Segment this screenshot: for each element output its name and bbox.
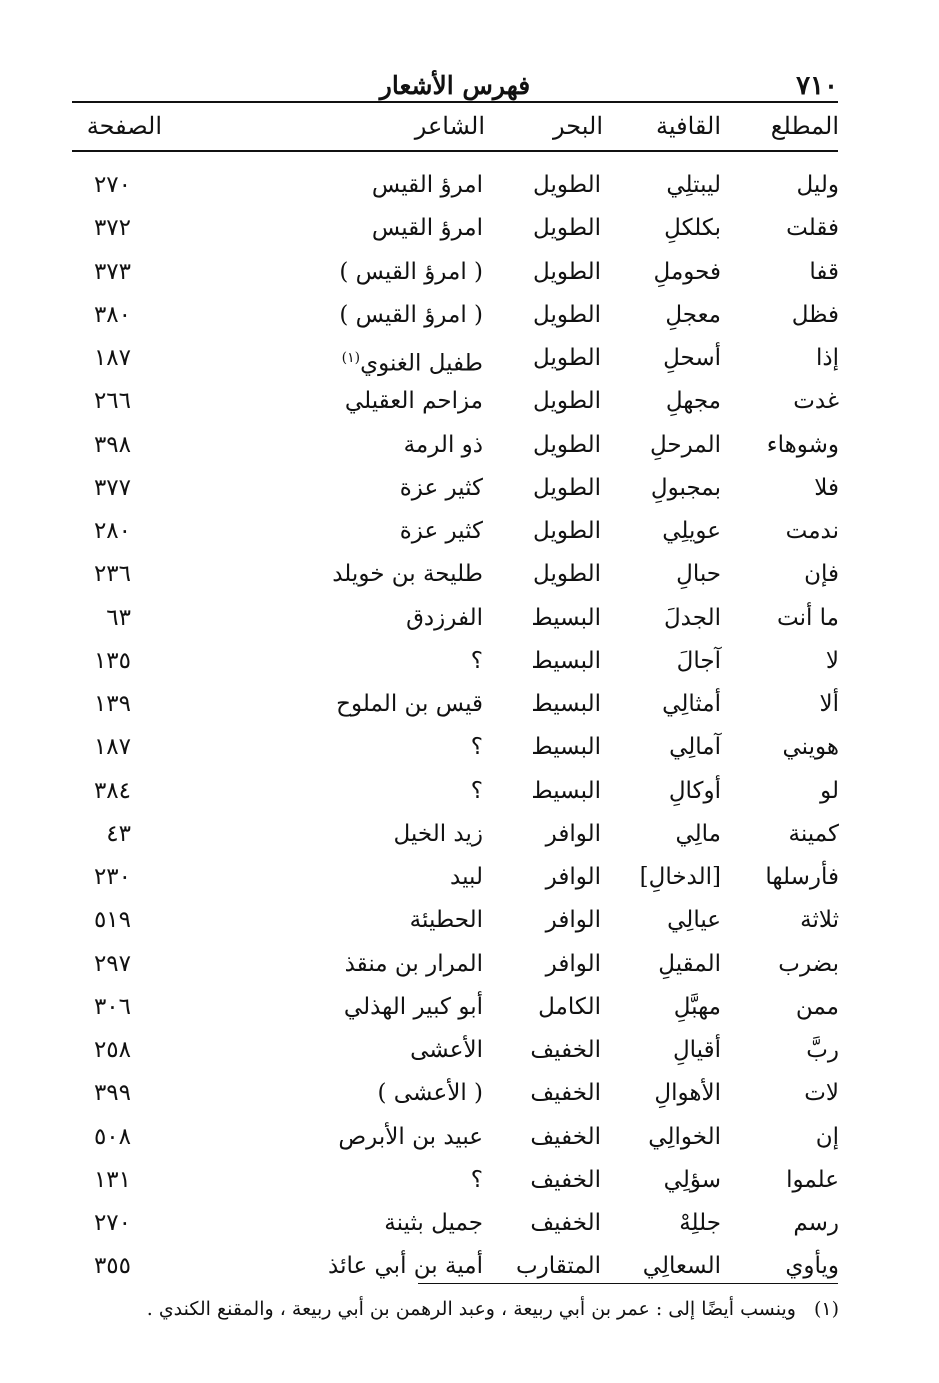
- cell-shaer: أبو كبير الهذلي: [343, 993, 483, 1020]
- cell-qafiya: ليبتلِي: [666, 172, 721, 198]
- cell-safha: ١٣٥: [93, 647, 131, 674]
- cell-safha: ٣٥٥: [93, 1253, 131, 1280]
- column-headers: [0, 108, 939, 144]
- cell-shaer: كثير عزة: [399, 518, 483, 544]
- table-row: [0, 382, 939, 425]
- cell-bahr: الطويل: [533, 172, 601, 198]
- cell-shaer: ( امرؤ القيس ): [339, 301, 483, 328]
- table-row: [0, 253, 939, 296]
- cell-bahr: الطويل: [533, 431, 601, 458]
- footnote-rule: [418, 1283, 838, 1284]
- cell-bahr: الطويل: [533, 474, 601, 501]
- table-row: [0, 512, 939, 555]
- cell-qafiya: المقيلِ: [658, 950, 721, 977]
- cell-shaer: ( امرؤ القيس ): [339, 258, 483, 285]
- page-title: فهرس الأشعار: [379, 71, 531, 100]
- cell-matla: لات: [804, 1080, 839, 1107]
- cell-qafiya: سؤلِي: [663, 1166, 721, 1193]
- cell-matla: فإن: [804, 561, 839, 588]
- table-row: [0, 901, 939, 944]
- table-row: [0, 1031, 939, 1074]
- cell-safha: ٢٩٧: [93, 950, 131, 977]
- cell-shaer: لبيد: [450, 864, 483, 890]
- cell-shaer: الأعشى: [410, 1037, 483, 1063]
- cell-shaer: عبيد بن الأبرص: [338, 1123, 483, 1150]
- column-header-bahr: البحر: [553, 112, 603, 140]
- table-row: [0, 469, 939, 512]
- cell-bahr: الطويل: [533, 388, 601, 415]
- cell-bahr: الوافر: [545, 864, 601, 890]
- table-row: [0, 599, 939, 642]
- cell-matla: بضرب: [778, 950, 839, 977]
- cell-bahr: الطويل: [533, 301, 601, 328]
- footnote-text: وينسب أيضًا إلى : عمر بن أبي ربيعة ، وعبد الرهمن بن أبي ربيعة ، والمقنع الكندي .: [146, 1298, 796, 1320]
- cell-safha: ٢٣٠: [93, 864, 131, 890]
- cell-qafiya: معجلِ: [665, 301, 721, 328]
- cell-bahr: الوافر: [545, 907, 601, 934]
- cell-safha: ٣٠٦: [93, 993, 131, 1020]
- cell-matla: غدت: [793, 388, 839, 415]
- cell-qafiya: الخوالِي: [648, 1123, 721, 1150]
- cell-bahr: الطويل: [533, 345, 601, 371]
- cell-matla: ندمت: [785, 518, 839, 544]
- cell-safha: ١٣٩: [93, 691, 131, 717]
- cell-shaer: ؟: [470, 777, 483, 804]
- cell-matla: وشوهاء: [766, 431, 839, 458]
- cell-bahr: الخفيف: [530, 1123, 601, 1150]
- cell-safha: ٣٧٣: [93, 258, 131, 285]
- cell-shaer: ؟: [470, 1166, 483, 1193]
- cell-bahr: الخفيف: [530, 1080, 601, 1107]
- cell-matla: إذا: [815, 345, 839, 371]
- cell-matla: كمينة: [788, 820, 839, 847]
- table-row: [0, 209, 939, 252]
- cell-safha: ٢٧٠: [93, 172, 131, 198]
- cell-bahr: الوافر: [545, 820, 601, 847]
- cell-shaer: ؟: [470, 734, 483, 761]
- cell-matla: رسم: [793, 1210, 839, 1236]
- footnote: [146, 1294, 839, 1324]
- cell-shaer: طليحة بن خويلد: [332, 561, 483, 588]
- cell-qafiya: عيالِي: [667, 907, 721, 934]
- cell-qafiya: [الدخالِ]: [639, 864, 721, 890]
- poetry-index-table: [0, 166, 939, 1291]
- cell-matla: ويأوي: [785, 1253, 839, 1280]
- cell-qafiya: حبالِ: [676, 561, 721, 588]
- cell-shaer: امرؤ القيس: [371, 215, 483, 242]
- cell-qafiya: بمجبولِ: [650, 474, 721, 501]
- cell-bahr: الطويل: [533, 215, 601, 242]
- cell-shaer: ؟: [470, 647, 483, 674]
- cell-safha: ١٣١: [93, 1166, 131, 1193]
- cell-safha: ٤٣: [106, 820, 131, 847]
- cell-matla: ربَّ: [806, 1037, 839, 1063]
- table-row: [0, 858, 939, 901]
- cell-safha: ٥١٩: [93, 907, 131, 934]
- cell-matla: ممن: [795, 993, 839, 1020]
- cell-shaer: كثير عزة: [399, 474, 483, 501]
- cell-safha: ٣٧٧: [93, 474, 131, 501]
- cell-bahr: الطويل: [533, 561, 601, 588]
- column-header-shaer: الشاعر: [414, 112, 485, 140]
- table-row: [0, 1074, 939, 1117]
- cell-bahr: البسيط: [531, 604, 601, 631]
- footnote-reference: (١): [341, 350, 361, 366]
- cell-safha: ٥٠٨: [93, 1123, 131, 1150]
- cell-bahr: البسيط: [531, 734, 601, 761]
- cell-shaer: مزاحم العقيلي: [344, 388, 483, 415]
- cell-shaer: ( الأعشى ): [377, 1080, 483, 1107]
- cell-qafiya: مهبَّلِ: [673, 993, 721, 1020]
- cell-qafiya: الجدلَ: [663, 604, 721, 631]
- cell-qafiya: مجهلِ: [665, 388, 721, 415]
- table-row: [0, 1204, 939, 1247]
- cell-matla: ما أنت: [776, 604, 839, 631]
- cell-qafiya: السعالِي: [642, 1253, 721, 1280]
- header-rule: [72, 101, 838, 103]
- table-row: [0, 296, 939, 339]
- cell-safha: ٣٧٢: [93, 215, 131, 242]
- column-header-rule: [72, 150, 838, 152]
- table-row: [0, 166, 939, 209]
- cell-shaer: زيد الخيل: [393, 820, 483, 847]
- column-header-safha: الصفحة: [86, 112, 162, 140]
- running-head: [72, 70, 838, 102]
- cell-shaer: [342, 339, 483, 383]
- table-row: [0, 728, 939, 771]
- cell-bahr: المتقارب: [515, 1253, 601, 1280]
- cell-safha: ٢٨٠: [93, 518, 131, 544]
- cell-matla: هويني: [782, 734, 839, 761]
- table-row: [0, 339, 939, 382]
- cell-qafiya: أمثالِي: [662, 691, 721, 717]
- table-row: [0, 815, 939, 858]
- cell-bahr: الطويل: [533, 258, 601, 285]
- cell-bahr: الخفيف: [530, 1037, 601, 1063]
- cell-matla: علموا: [786, 1166, 839, 1193]
- cell-bahr: البسيط: [531, 777, 601, 804]
- cell-qafiya: آمالِي: [669, 734, 721, 761]
- cell-matla: لو: [820, 777, 839, 804]
- cell-bahr: الخفيف: [530, 1166, 601, 1193]
- cell-matla: فظل: [791, 301, 839, 328]
- cell-safha: ١٨٧: [93, 345, 131, 371]
- cell-shaer-text: طفيل الغنوي: [360, 350, 483, 377]
- cell-qafiya: أسحلِ: [663, 345, 721, 371]
- column-header-matla: المطلع: [770, 112, 839, 140]
- table-row: [0, 1118, 939, 1161]
- cell-matla: قفا: [809, 258, 839, 285]
- cell-safha: ٢٥٨: [93, 1037, 131, 1063]
- table-row: [0, 685, 939, 728]
- footnote-mark: (١): [813, 1298, 839, 1320]
- cell-shaer: ذو الرمة: [403, 431, 483, 458]
- cell-safha: ٢٦٦: [93, 388, 131, 415]
- cell-qafiya: مالِي: [675, 820, 721, 847]
- table-row: [0, 1247, 939, 1290]
- table-row: [0, 1161, 939, 1204]
- cell-shaer: المرار بن منقذ: [344, 950, 483, 977]
- cell-safha: ٢٣٦: [93, 561, 131, 588]
- cell-safha: ٣٨٤: [93, 777, 131, 804]
- table-row: [0, 426, 939, 469]
- cell-safha: ٣٩٩: [93, 1080, 131, 1107]
- cell-shaer: أمية بن أبي عائذ: [328, 1253, 483, 1280]
- cell-bahr: البسيط: [531, 647, 601, 674]
- cell-matla: وليل: [796, 172, 839, 198]
- cell-shaer: امرؤ القيس: [371, 172, 483, 198]
- page-number: ٧١٠: [796, 71, 838, 101]
- cell-qafiya: آجالَ: [676, 647, 721, 674]
- cell-matla: إن: [815, 1123, 839, 1150]
- cell-shaer: قيس بن الملوح: [336, 691, 483, 717]
- table-row: [0, 642, 939, 685]
- cell-qafiya: فحوملِ: [653, 258, 721, 285]
- cell-safha: ١٨٧: [93, 734, 131, 761]
- cell-qafiya: عويلِي: [662, 518, 721, 544]
- cell-matla: لا: [825, 647, 839, 674]
- cell-safha: ٣٩٨: [93, 431, 131, 458]
- cell-qafiya: أقيالِ: [672, 1037, 721, 1063]
- cell-bahr: الطويل: [533, 518, 601, 544]
- cell-qafiya: الأهوالِ: [654, 1080, 721, 1107]
- cell-bahr: الكامل: [538, 993, 601, 1020]
- cell-matla: فقلت: [786, 215, 839, 242]
- cell-safha: ٢٧٠: [93, 1210, 131, 1236]
- column-header-qafiya: القافية: [655, 112, 721, 140]
- cell-qafiya: جللِهْ: [679, 1210, 721, 1236]
- cell-safha: ٦٣: [106, 604, 131, 631]
- cell-matla: فلا: [814, 474, 839, 501]
- cell-matla: ألا: [819, 691, 839, 717]
- cell-matla: ثلاثة: [800, 907, 839, 934]
- cell-safha: ٣٨٠: [93, 301, 131, 328]
- cell-matla: فأرسلها: [765, 864, 839, 890]
- cell-bahr: الخفيف: [530, 1210, 601, 1236]
- table-row: [0, 945, 939, 988]
- cell-shaer: الفرزدق: [406, 604, 483, 631]
- table-row: [0, 555, 939, 598]
- table-row: [0, 988, 939, 1031]
- cell-qafiya: المرحلِ: [649, 431, 721, 458]
- cell-qafiya: أوكالِ: [668, 777, 721, 804]
- cell-shaer: جميل بثينة: [384, 1210, 483, 1236]
- cell-bahr: البسيط: [531, 691, 601, 717]
- cell-qafiya: بكلكلِ: [664, 215, 721, 242]
- cell-bahr: الوافر: [545, 950, 601, 977]
- table-row: [0, 772, 939, 815]
- cell-shaer: الحطيئة: [409, 907, 483, 934]
